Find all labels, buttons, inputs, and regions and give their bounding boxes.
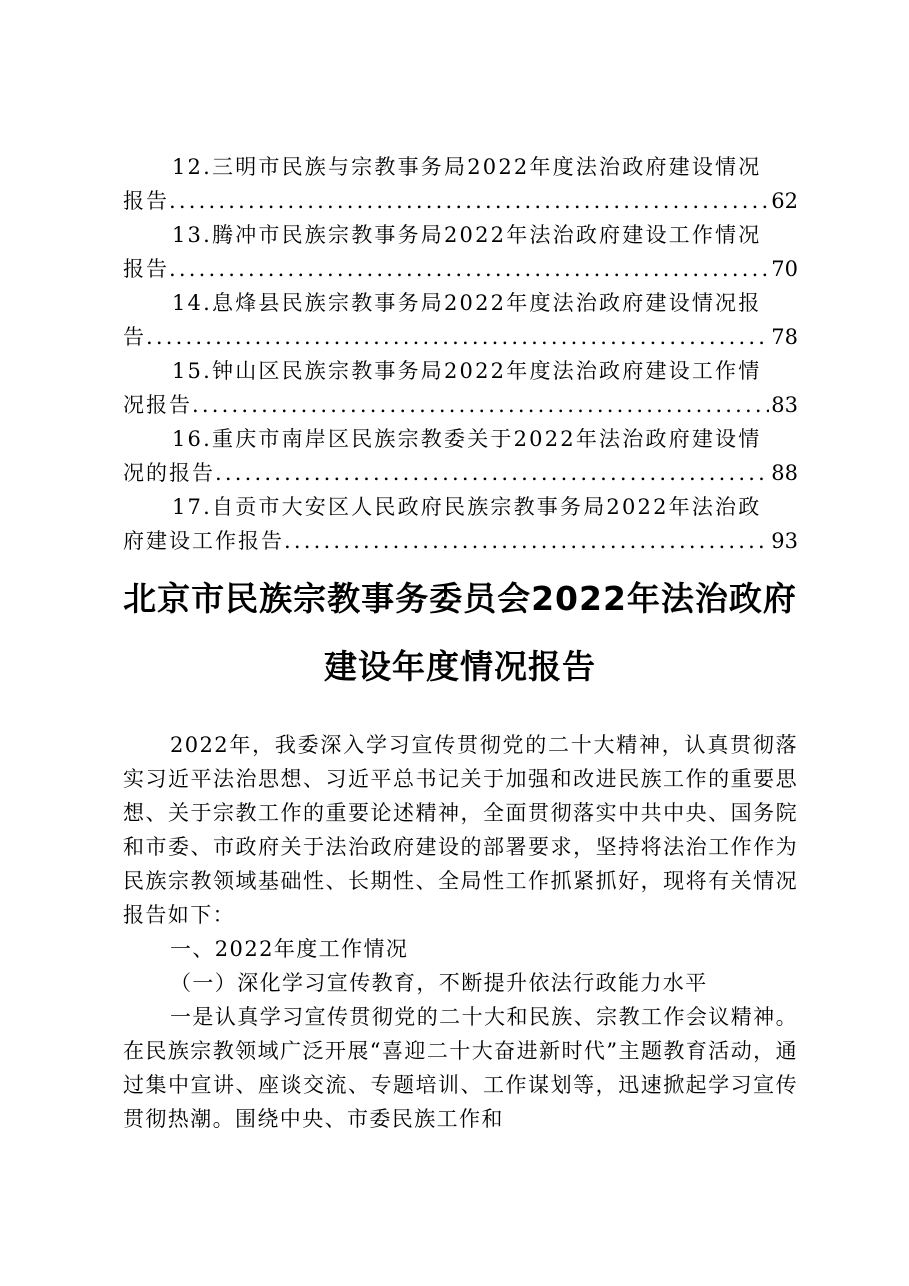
toc-dot-leader: [169, 184, 769, 218]
toc-page-number: 88: [771, 461, 798, 485]
toc-page-number: 70: [771, 257, 798, 281]
table-of-contents: [123, 150, 798, 558]
toc-entry[interactable]: [123, 354, 798, 422]
toc-dot-leader: [169, 252, 769, 286]
intro-paragraph: 2022年，我委深入学习宣传贯彻党的二十大精神，认真贯彻落实习近平法治思想、习近平总书记关于加强和改进民族工作的重要思想、关于宗教工作的重要论述精神，全面贯彻落实中共中央、国务院和市委、市政府关于法治政府建设的部署要求，坚持将法治工作作为民族宗教领域基础性、长期性、全局性工作抓紧抓好，现将有关情况报告如下：: [123, 733, 798, 927]
toc-entry-title: 15.钟山区民族宗教事务局2022年度法治政府建设工作情: [172, 359, 762, 383]
toc-entry[interactable]: [123, 218, 798, 286]
toc-entry-title: 17.自贡市大安区人民政府民族宗教事务局2022年法治政: [172, 495, 762, 519]
document-title-line-1: 北京市民族宗教事务委员会2022年法治政府: [123, 579, 797, 618]
toc-entry-continuation: 报告: [123, 257, 169, 281]
toc-dot-leader: [284, 524, 769, 558]
toc-entry-continuation: 况的报告: [123, 461, 215, 485]
toc-entry[interactable]: [123, 286, 798, 354]
subsection-heading: （一）深化学习宣传教育，不断提升依法行政能力水平: [170, 971, 708, 995]
toc-entry-continuation: 报告: [123, 189, 169, 213]
body-paragraph: 一是认真学习宣传贯彻党的二十大和民族、宗教工作会议精神。在民族宗教领域广泛开展“喜迎二十大奋进新时代”主题教育活动，通过集中宣讲、座谈交流、专题培训、工作谋划等，迅速掀起学习宣传贯彻热潮。围绕中央、市委民族工作和: [123, 1005, 798, 1131]
document-title-line-2: 建设年度情况报告: [324, 647, 596, 686]
toc-page-number: 93: [771, 529, 798, 553]
toc-page-number: 62: [771, 189, 798, 213]
toc-entry-continuation: 告: [123, 325, 146, 349]
toc-entry-title: 14.息烽县民族宗教事务局2022年度法治政府建设情况报: [172, 291, 762, 315]
section-heading: 一、2022年度工作情况: [170, 937, 409, 961]
toc-entry[interactable]: [123, 422, 798, 490]
toc-page-number: 78: [771, 325, 798, 349]
toc-entry-continuation: 况报告: [123, 393, 192, 417]
toc-entry[interactable]: [123, 150, 798, 218]
toc-entry-title: 13.腾冲市民族宗教事务局2022年法治政府建设工作情况: [172, 223, 762, 247]
toc-dot-leader: [215, 456, 769, 490]
toc-page-number: 83: [771, 393, 798, 417]
toc-entry-title: 12.三明市民族与宗教事务局2022年度法治政府建设情况: [172, 155, 762, 179]
toc-dot-leader: [146, 320, 769, 354]
toc-dot-leader: [192, 388, 769, 422]
toc-entry-title: 16.重庆市南岸区民族宗教委关于2022年法治政府建设情: [172, 427, 762, 451]
toc-entry-continuation: 府建设工作报告: [123, 529, 284, 553]
document-title: [120, 574, 800, 692]
document-body: [123, 728, 798, 1136]
toc-entry[interactable]: [123, 490, 798, 558]
